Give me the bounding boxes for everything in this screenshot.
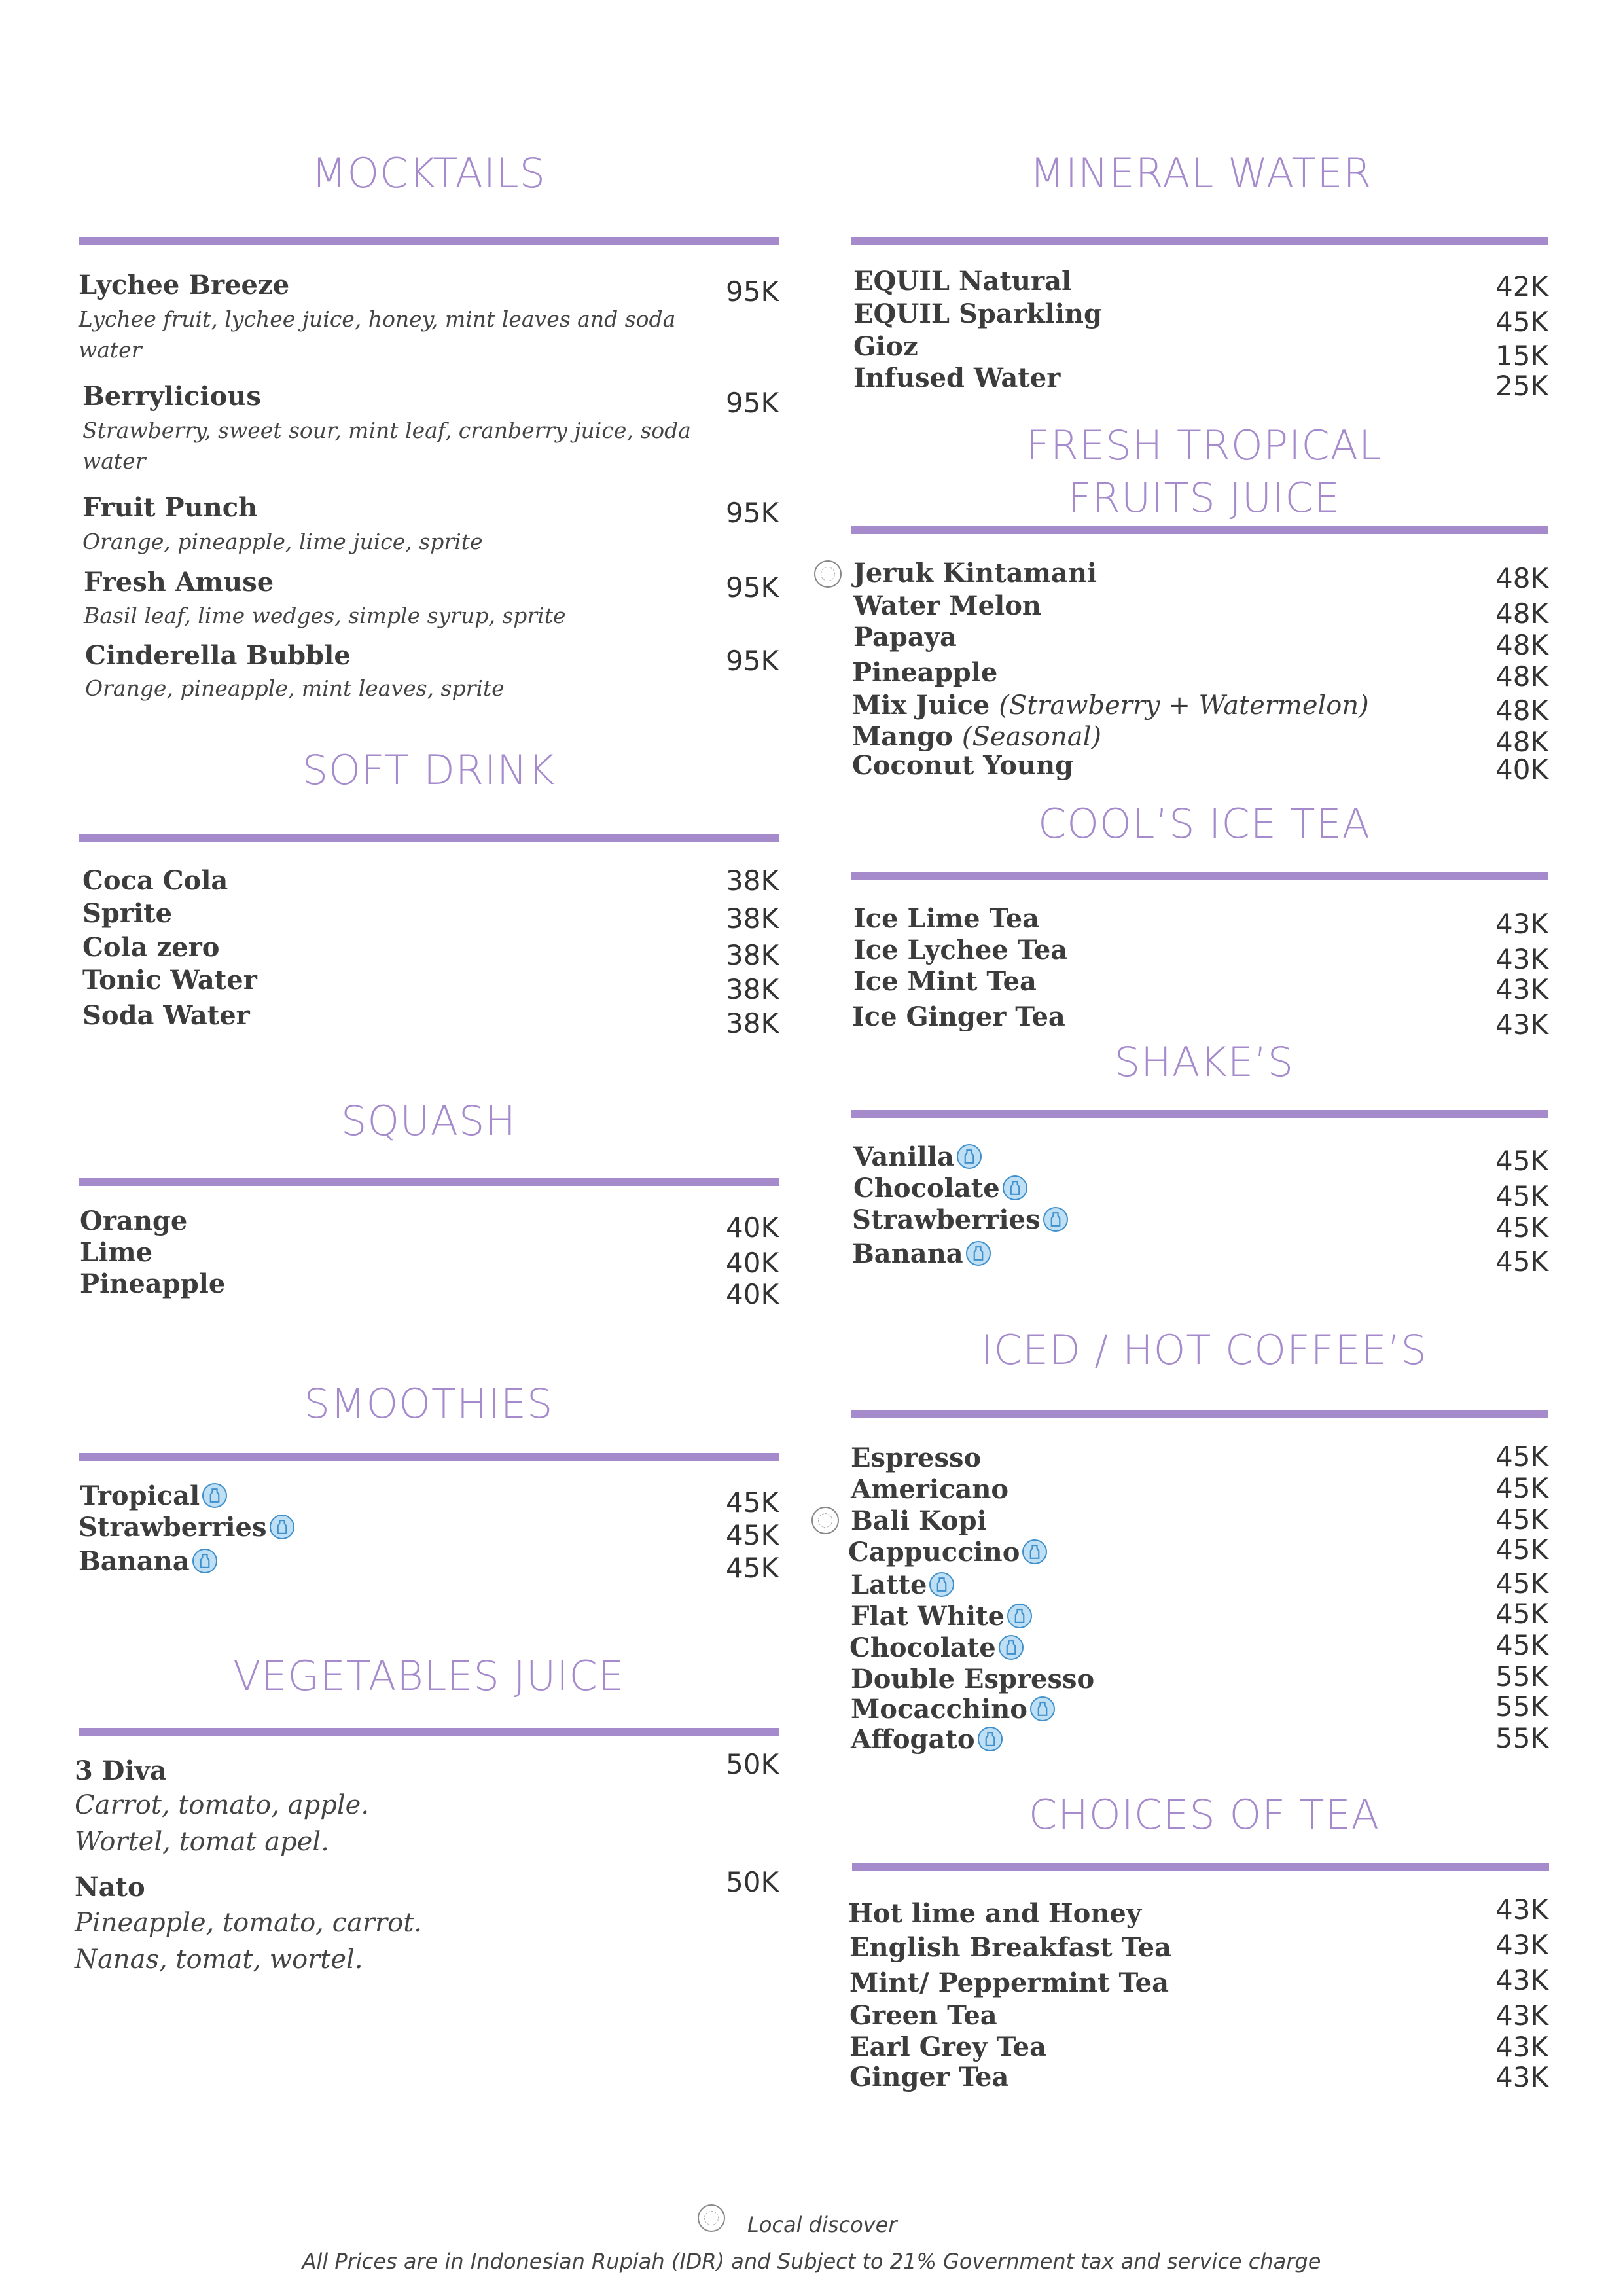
menu-item-name: Soda Water (82, 1000, 250, 1031)
menu-item-price: 38K (726, 903, 779, 935)
menu-item-name: Water Melon (853, 590, 1041, 621)
menu-item-price: 48K (1495, 694, 1548, 726)
menu-item-name: Bali Kopi (851, 1505, 987, 1536)
section-divider (79, 1728, 779, 1736)
section-divider (79, 1453, 779, 1461)
menu-item-name: Sprite (82, 898, 173, 929)
menu-item-name: Ginger Tea (849, 2062, 1009, 2092)
menu-item-price: 95K (726, 387, 779, 419)
menu-item-name: Flat White (851, 1601, 1032, 1632)
menu-item-name: Banana (852, 1238, 991, 1270)
menu-item-price: 40K (726, 1278, 779, 1310)
menu-item-note: (Strawberry + Watermelon) (999, 691, 1369, 721)
menu-item-name: Cappuccino (848, 1537, 1047, 1568)
menu-item-price: 25K (1495, 370, 1548, 402)
menu-item-name: Ice Ginger Tea (852, 1001, 1065, 1032)
menu-item-name: Coconut Young (852, 750, 1074, 781)
milk-bottle-icon (978, 1727, 1003, 1751)
menu-item-price: 43K (1495, 2031, 1548, 2063)
menu-item-price: 45K (1495, 1145, 1548, 1177)
menu-item-price: 43K (1495, 908, 1548, 940)
menu-item-name: Lime (80, 1237, 153, 1268)
menu-item-name: Jeruk Kintamani (853, 558, 1097, 588)
menu-item-price: 43K (1495, 1964, 1548, 1996)
menu-item-name: Double Espresso (851, 1664, 1095, 1695)
menu-item-price: 48K (1495, 726, 1548, 758)
menu-item-price: 43K (1495, 2000, 1548, 2032)
milk-bottle-icon (1003, 1175, 1027, 1200)
menu-item-name: Pineapple (80, 1268, 226, 1299)
menu-item-price: 45K (1495, 1211, 1548, 1244)
menu-item-price: 45K (1495, 1503, 1548, 1535)
menu-item-description: Lychee fruit, lychee juice, honey, mint leaves and soda water (79, 306, 676, 363)
menu-item-price: 45K (1495, 1180, 1548, 1212)
menu-item-name: Latte (851, 1570, 954, 1601)
menu-item-name: Infused Water (853, 363, 1061, 393)
menu-item-price: 45K (726, 1486, 779, 1518)
menu-item-price: 38K (726, 1007, 779, 1039)
section-title-fresh-juice-line1: FRESH TROPICAL (1026, 422, 1382, 469)
menu-item-price: 45K (1495, 1598, 1548, 1630)
menu-item-name: EQUIL Natural (853, 266, 1072, 296)
price-disclaimer: All Prices are in Indonesian Rupiah (IDR) and Subject to 21% Government tax and service charge (302, 2249, 1321, 2274)
menu-item-price: 55K (1495, 1722, 1548, 1754)
menu-item-description: Carrot, tomato, apple. (75, 1790, 370, 1820)
menu-item-name: Hot lime and Honey (848, 1898, 1142, 1929)
menu-item-price: 43K (1495, 973, 1548, 1005)
milk-bottle-icon (957, 1144, 982, 1169)
menu-item-price: 95K (726, 276, 779, 308)
menu-item-price: 45K (1495, 1472, 1548, 1504)
menu-item-name: Strawberries (852, 1204, 1068, 1236)
local-discover-badge-icon (814, 560, 842, 588)
menu-item-name: Green Tea (849, 2000, 997, 2031)
section-title-soft-drink: SOFT DRINK (302, 746, 556, 794)
menu-item-name: Tonic Water (82, 965, 257, 996)
menu-item-name: Gioz (853, 331, 918, 362)
menu-item-name: Ice Lychee Tea (853, 935, 1068, 965)
milk-bottle-icon (1022, 1539, 1047, 1564)
section-title-tea: CHOICES OF TEA (1028, 1791, 1380, 1839)
section-title-smoothies: SMOOTHIES (304, 1380, 554, 1427)
menu-item-name: Americano (851, 1474, 1009, 1505)
menu-item-price: 38K (726, 973, 779, 1005)
section-divider (79, 834, 779, 842)
menu-item-price: 40K (726, 1211, 779, 1244)
menu-item-name: Mint/ Peppermint Tea (849, 1967, 1169, 1998)
section-title-mineral-water: MINERAL WATER (1029, 149, 1372, 197)
menu-item-name: Coca Cola (82, 865, 228, 896)
menu-item-price: 48K (1495, 598, 1548, 630)
menu-item-name: Affogato (851, 1724, 1003, 1755)
menu-item-name: Fruit Punch (82, 492, 258, 523)
menu-item-name: Nato (75, 1872, 145, 1903)
menu-item-price: 38K (726, 939, 779, 971)
milk-bottle-icon (1043, 1207, 1068, 1232)
menu-item-note: (Seasonal) (961, 722, 1102, 752)
milk-bottle-icon (966, 1241, 991, 1266)
menu-item-description: Wortel, tomat apel. (75, 1827, 329, 1857)
menu-item-price: 45K (1495, 306, 1548, 338)
menu-item-name: Earl Grey Tea (849, 2032, 1046, 2062)
section-title-vegetables-juice: VEGETABLES JUICE (232, 1652, 625, 1700)
menu-item-name: Cinderella Bubble (85, 640, 351, 671)
menu-item-price: 95K (726, 645, 779, 677)
menu-item-name: Banana (79, 1546, 217, 1577)
section-divider (851, 1410, 1548, 1418)
menu-item-description: Orange, pineapple, lime juice, sprite (82, 529, 483, 554)
menu-item-name: Espresso (851, 1443, 982, 1473)
milk-bottle-icon (202, 1483, 227, 1508)
menu-item-description: Orange, pineapple, mint leaves, sprite (85, 675, 505, 701)
menu-item-name: Ice Mint Tea (853, 966, 1037, 997)
milk-bottle-icon (1030, 1696, 1055, 1721)
section-title-shakes: SHAKE’S (1114, 1038, 1294, 1086)
menu-item-name: Pineapple (852, 657, 998, 688)
menu-item-price: 43K (1495, 1893, 1548, 1926)
menu-item-name: Orange (80, 1206, 188, 1236)
menu-item-price: 95K (726, 497, 779, 529)
menu-item-name: Fresh Amuse (84, 567, 274, 598)
menu-item-name: Vanilla (853, 1141, 982, 1173)
milk-bottle-icon (192, 1549, 217, 1573)
menu-item-price: 55K (1495, 1691, 1548, 1723)
menu-item-name: Papaya (853, 622, 957, 653)
menu-item-price: 43K (1495, 2061, 1548, 2093)
section-divider (79, 237, 779, 245)
menu-item-name: EQUIL Sparkling (853, 298, 1102, 329)
local-discover-label: Local discover (747, 2212, 897, 2237)
menu-item-price: 43K (1495, 1009, 1548, 1041)
menu-item-name: Mix Juice (Strawberry + Watermelon) (852, 690, 1369, 721)
menu-item-description: Pineapple, tomato, carrot. (75, 1908, 422, 1938)
milk-bottle-icon (929, 1572, 954, 1597)
menu-item-price: 43K (1495, 1929, 1548, 1961)
local-discover-badge-icon (698, 2204, 725, 2232)
local-discover-badge-icon (812, 1507, 839, 1534)
section-divider (79, 1178, 779, 1186)
menu-item-name: Tropical (80, 1480, 227, 1512)
section-title-fresh-juice-line2: FRUITS JUICE (1068, 474, 1340, 522)
menu-item-price: 38K (726, 865, 779, 897)
menu-item-price: 50K (726, 1866, 779, 1898)
menu-item-name: Mango (Seasonal) (852, 721, 1102, 752)
menu-item-name: Chocolate (849, 1632, 1024, 1664)
menu-item-price: 55K (1495, 1660, 1548, 1693)
milk-bottle-icon (1007, 1604, 1032, 1628)
menu-item-name: Ice Lime Tea (853, 903, 1040, 934)
menu-item-description: Nanas, tomat, wortel. (75, 1945, 363, 1975)
menu-item-description: Strawberry, sweet sour, mint leaf, cranberry juice, soda water (82, 418, 691, 474)
menu-item-price: 48K (1495, 562, 1548, 594)
section-divider (851, 526, 1548, 534)
menu-item-price: 15K (1495, 340, 1548, 372)
menu-item-price: 48K (1495, 660, 1548, 692)
menu-item-name: Strawberries (79, 1512, 294, 1543)
menu-item-price: 45K (726, 1519, 779, 1551)
menu-item-name: Cola zero (82, 932, 220, 963)
menu-item-price: 40K (1495, 753, 1548, 785)
menu-item-price: 40K (726, 1247, 779, 1279)
section-divider (851, 1110, 1548, 1118)
section-divider (852, 1863, 1549, 1871)
menu-item-price: 42K (1495, 270, 1548, 302)
menu-item-price: 45K (1495, 1246, 1548, 1278)
menu-item-price: 45K (1495, 1441, 1548, 1473)
menu-item-name: English Breakfast Tea (849, 1932, 1172, 1963)
menu-item-name: Mocacchino (851, 1694, 1055, 1725)
menu-item-price: 45K (1495, 1568, 1548, 1600)
menu-item-price: 45K (1495, 1629, 1548, 1661)
menu-item-price: 45K (1495, 1534, 1548, 1566)
menu-item-name: Chocolate (853, 1173, 1027, 1204)
menu-item-name: 3 Diva (75, 1755, 167, 1786)
section-title-ice-tea: COOL’S ICE TEA (1037, 800, 1371, 848)
menu-item-price: 48K (1495, 629, 1548, 661)
menu-item-price: 50K (726, 1748, 779, 1780)
section-divider (851, 237, 1548, 245)
section-divider (851, 872, 1548, 880)
menu-item-name: Berrylicious (82, 381, 261, 412)
menu-item-name: Lychee Breeze (79, 270, 290, 300)
menu-item-price: 95K (726, 571, 779, 603)
milk-bottle-icon (999, 1635, 1024, 1660)
milk-bottle-icon (270, 1515, 294, 1539)
menu-item-description: Basil leaf, lime wedges, simple syrup, sprite (84, 603, 566, 628)
section-title-mocktails: MOCKTAILS (311, 149, 546, 197)
section-title-squash: SQUASH (341, 1097, 516, 1145)
menu-item-price: 43K (1495, 943, 1548, 975)
menu-item-price: 45K (726, 1552, 779, 1584)
section-title-coffee: ICED / HOT COFFEE’S (981, 1326, 1427, 1374)
